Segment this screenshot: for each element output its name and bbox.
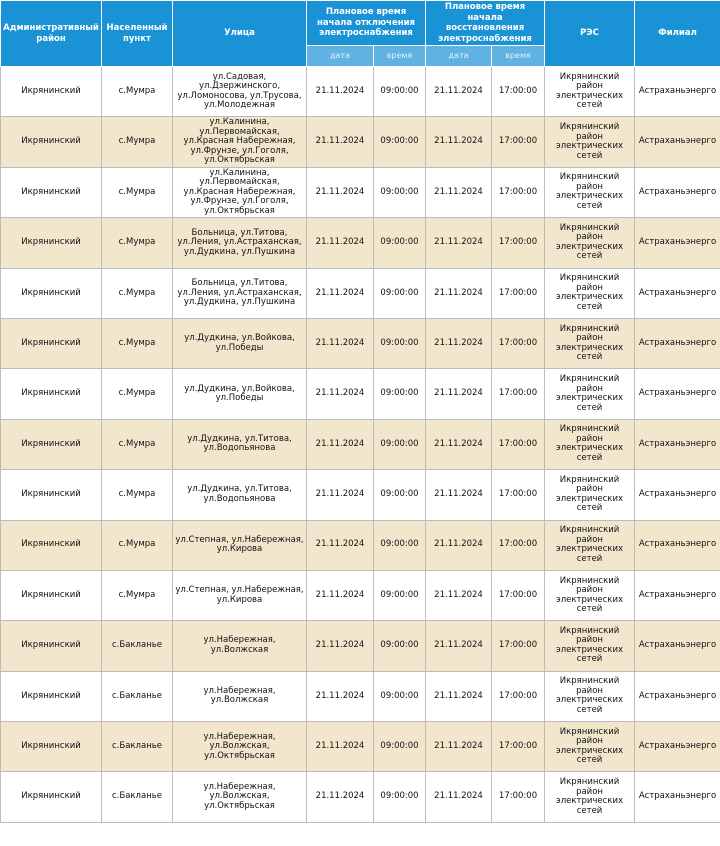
cell-district: Икрянинский (1, 218, 102, 268)
cell-street: ул.Степная, ул.Набережная, ул.Кирова (173, 520, 307, 570)
cell-on-date: 21.11.2024 (426, 570, 492, 620)
cell-res: Икрянинский район электрических сетей (545, 67, 635, 117)
cell-street: ул.Степная, ул.Набережная, ул.Кирова (173, 570, 307, 620)
cell-district: Икрянинский (1, 369, 102, 419)
cell-street: ул.Дудкина, ул.Войкова, ул.Победы (173, 318, 307, 368)
cell-district: Икрянинский (1, 772, 102, 822)
cell-locality: с.Мумра (102, 419, 173, 469)
cell-on-time: 17:00:00 (492, 470, 545, 520)
cell-on-time: 17:00:00 (492, 117, 545, 167)
cell-off-time: 09:00:00 (374, 570, 426, 620)
cell-street: ул.Калинина, ул.Первомайская, ул.Красная Набережная, ул.Фрунзе, ул.Гоголя, ул.Октябрьская (173, 167, 307, 217)
cell-on-date: 21.11.2024 (426, 419, 492, 469)
header-on-date: дата (426, 46, 492, 67)
cell-on-date: 21.11.2024 (426, 167, 492, 217)
cell-on-date: 21.11.2024 (426, 117, 492, 167)
header-district: Административный район (1, 1, 102, 67)
cell-district: Икрянинский (1, 167, 102, 217)
cell-off-date: 21.11.2024 (307, 218, 374, 268)
cell-street: ул.Набережная, ул.Волжская, ул.Октябрьская (173, 772, 307, 822)
cell-on-date: 21.11.2024 (426, 369, 492, 419)
cell-locality: с.Мумра (102, 268, 173, 318)
cell-off-date: 21.11.2024 (307, 570, 374, 620)
cell-off-date: 21.11.2024 (307, 722, 374, 772)
table-row (1, 218, 720, 268)
cell-locality: с.Мумра (102, 67, 173, 117)
cell-branch: Астраханьэнерго (635, 369, 720, 419)
cell-on-date: 21.11.2024 (426, 671, 492, 721)
cell-off-time: 09:00:00 (374, 67, 426, 117)
cell-street: ул.Набережная, ул.Волжская, ул.Октябрьская (173, 722, 307, 772)
cell-on-time: 17:00:00 (492, 722, 545, 772)
cell-off-time: 09:00:00 (374, 117, 426, 167)
cell-on-date: 21.11.2024 (426, 67, 492, 117)
cell-on-date: 21.11.2024 (426, 470, 492, 520)
cell-district: Икрянинский (1, 621, 102, 671)
cell-on-date: 21.11.2024 (426, 772, 492, 822)
cell-off-time: 09:00:00 (374, 318, 426, 368)
cell-district: Икрянинский (1, 570, 102, 620)
table-body (1, 67, 720, 823)
cell-branch: Астраханьэнерго (635, 570, 720, 620)
cell-res: Икрянинский район электрических сетей (545, 570, 635, 620)
cell-district: Икрянинский (1, 117, 102, 167)
cell-res: Икрянинский район электрических сетей (545, 470, 635, 520)
cell-res: Икрянинский район электрических сетей (545, 318, 635, 368)
cell-district: Икрянинский (1, 470, 102, 520)
cell-off-date: 21.11.2024 (307, 369, 374, 419)
cell-on-time: 17:00:00 (492, 167, 545, 217)
cell-branch: Астраханьэнерго (635, 268, 720, 318)
cell-off-date: 21.11.2024 (307, 621, 374, 671)
cell-street: ул.Садовая, ул.Дзержинского, ул.Ломоносова, ул.Трусова, ул.Молодежная (173, 67, 307, 117)
table-row (1, 671, 720, 721)
cell-off-date: 21.11.2024 (307, 268, 374, 318)
cell-street: ул.Дудкина, ул.Войкова, ул.Победы (173, 369, 307, 419)
cell-branch: Астраханьэнерго (635, 470, 720, 520)
table-row (1, 419, 720, 469)
cell-on-date: 21.11.2024 (426, 218, 492, 268)
cell-locality: с.Мумра (102, 520, 173, 570)
cell-on-date: 21.11.2024 (426, 722, 492, 772)
cell-res: Икрянинский район электрических сетей (545, 167, 635, 217)
table-row (1, 621, 720, 671)
cell-locality: с.Мумра (102, 167, 173, 217)
cell-district: Икрянинский (1, 318, 102, 368)
cell-on-time: 17:00:00 (492, 570, 545, 620)
cell-locality: с.Мумра (102, 218, 173, 268)
cell-branch: Астраханьэнерго (635, 419, 720, 469)
cell-district: Икрянинский (1, 419, 102, 469)
cell-off-time: 09:00:00 (374, 722, 426, 772)
table-row (1, 772, 720, 822)
cell-on-time: 17:00:00 (492, 520, 545, 570)
cell-street: Больница, ул.Титова, ул.Ления, ул.Астраханская, ул.Дудкина, ул.Пушкина (173, 268, 307, 318)
header-outage-start: Плановое время начала отключения электроснабжения (307, 1, 426, 46)
cell-res: Икрянинский район электрических сетей (545, 772, 635, 822)
cell-res: Икрянинский район электрических сетей (545, 268, 635, 318)
header-res: РЭС (545, 1, 635, 67)
table-header (1, 1, 720, 67)
cell-res: Икрянинский район электрических сетей (545, 117, 635, 167)
table-row (1, 117, 720, 167)
cell-on-date: 21.11.2024 (426, 318, 492, 368)
cell-on-date: 21.11.2024 (426, 268, 492, 318)
table-row (1, 268, 720, 318)
table-row (1, 67, 720, 117)
header-locality: Населенный пункт (102, 1, 173, 67)
cell-on-date: 21.11.2024 (426, 520, 492, 570)
cell-on-time: 17:00:00 (492, 268, 545, 318)
cell-locality: с.Мумра (102, 117, 173, 167)
cell-street: ул.Дудкина, ул.Титова, ул.Водопьянова (173, 470, 307, 520)
cell-locality: с.Бакланье (102, 772, 173, 822)
cell-locality: с.Бакланье (102, 671, 173, 721)
cell-off-time: 09:00:00 (374, 268, 426, 318)
cell-district: Икрянинский (1, 67, 102, 117)
cell-off-time: 09:00:00 (374, 772, 426, 822)
table-row (1, 570, 720, 620)
cell-off-date: 21.11.2024 (307, 520, 374, 570)
cell-on-time: 17:00:00 (492, 419, 545, 469)
cell-off-date: 21.11.2024 (307, 167, 374, 217)
table-row (1, 470, 720, 520)
cell-locality: с.Мумра (102, 570, 173, 620)
cell-locality: с.Мумра (102, 318, 173, 368)
cell-res: Икрянинский район электрических сетей (545, 369, 635, 419)
cell-on-time: 17:00:00 (492, 218, 545, 268)
cell-on-time: 17:00:00 (492, 772, 545, 822)
cell-res: Икрянинский район электрических сетей (545, 419, 635, 469)
table-row (1, 318, 720, 368)
cell-off-date: 21.11.2024 (307, 67, 374, 117)
cell-off-time: 09:00:00 (374, 470, 426, 520)
cell-off-time: 09:00:00 (374, 419, 426, 469)
cell-on-time: 17:00:00 (492, 67, 545, 117)
cell-district: Икрянинский (1, 268, 102, 318)
cell-branch: Астраханьэнерго (635, 520, 720, 570)
cell-locality: с.Мумра (102, 369, 173, 419)
cell-on-time: 17:00:00 (492, 318, 545, 368)
cell-off-date: 21.11.2024 (307, 117, 374, 167)
cell-street: ул.Набережная, ул.Волжская (173, 621, 307, 671)
cell-locality: с.Мумра (102, 470, 173, 520)
table-row (1, 369, 720, 419)
header-on-time: время (492, 46, 545, 67)
cell-branch: Астраханьэнерго (635, 621, 720, 671)
cell-off-time: 09:00:00 (374, 621, 426, 671)
cell-res: Икрянинский район электрических сетей (545, 218, 635, 268)
cell-off-time: 09:00:00 (374, 369, 426, 419)
table-row (1, 520, 720, 570)
cell-off-date: 21.11.2024 (307, 671, 374, 721)
cell-res: Икрянинский район электрических сетей (545, 520, 635, 570)
header-branch: Филиал (635, 1, 720, 67)
cell-off-date: 21.11.2024 (307, 470, 374, 520)
cell-locality: с.Бакланье (102, 722, 173, 772)
header-street: Улица (173, 1, 307, 67)
cell-off-time: 09:00:00 (374, 520, 426, 570)
header-off-time: время (374, 46, 426, 67)
cell-district: Икрянинский (1, 722, 102, 772)
cell-res: Икрянинский район электрических сетей (545, 621, 635, 671)
cell-off-date: 21.11.2024 (307, 772, 374, 822)
cell-street: Больница, ул.Титова, ул.Ления, ул.Астраханская, ул.Дудкина, ул.Пушкина (173, 218, 307, 268)
cell-on-time: 17:00:00 (492, 369, 545, 419)
cell-branch: Астраханьэнерго (635, 318, 720, 368)
table-row (1, 167, 720, 217)
cell-street: ул.Набережная, ул.Волжская (173, 671, 307, 721)
cell-off-date: 21.11.2024 (307, 419, 374, 469)
cell-off-time: 09:00:00 (374, 218, 426, 268)
cell-off-time: 09:00:00 (374, 671, 426, 721)
cell-branch: Астраханьэнерго (635, 117, 720, 167)
table-row (1, 722, 720, 772)
cell-branch: Астраханьэнерго (635, 772, 720, 822)
cell-district: Икрянинский (1, 520, 102, 570)
cell-on-time: 17:00:00 (492, 671, 545, 721)
header-off-date: дата (307, 46, 374, 67)
cell-on-time: 17:00:00 (492, 621, 545, 671)
cell-branch: Астраханьэнерго (635, 722, 720, 772)
cell-street: ул.Калинина, ул.Первомайская, ул.Красная Набережная, ул.Фрунзе, ул.Гоголя, ул.Октябрьская (173, 117, 307, 167)
cell-res: Икрянинский район электрических сетей (545, 722, 635, 772)
cell-res: Икрянинский район электрических сетей (545, 671, 635, 721)
header-restore-start: Плановое время начала восстановления электроснабжения (426, 1, 545, 46)
cell-branch: Астраханьэнерго (635, 167, 720, 217)
cell-branch: Астраханьэнерго (635, 671, 720, 721)
cell-off-date: 21.11.2024 (307, 318, 374, 368)
cell-locality: с.Бакланье (102, 621, 173, 671)
cell-street: ул.Дудкина, ул.Титова, ул.Водопьянова (173, 419, 307, 469)
cell-district: Икрянинский (1, 671, 102, 721)
cell-off-time: 09:00:00 (374, 167, 426, 217)
cell-on-date: 21.11.2024 (426, 621, 492, 671)
cell-branch: Астраханьэнерго (635, 218, 720, 268)
cell-branch: Астраханьэнерго (635, 67, 720, 117)
